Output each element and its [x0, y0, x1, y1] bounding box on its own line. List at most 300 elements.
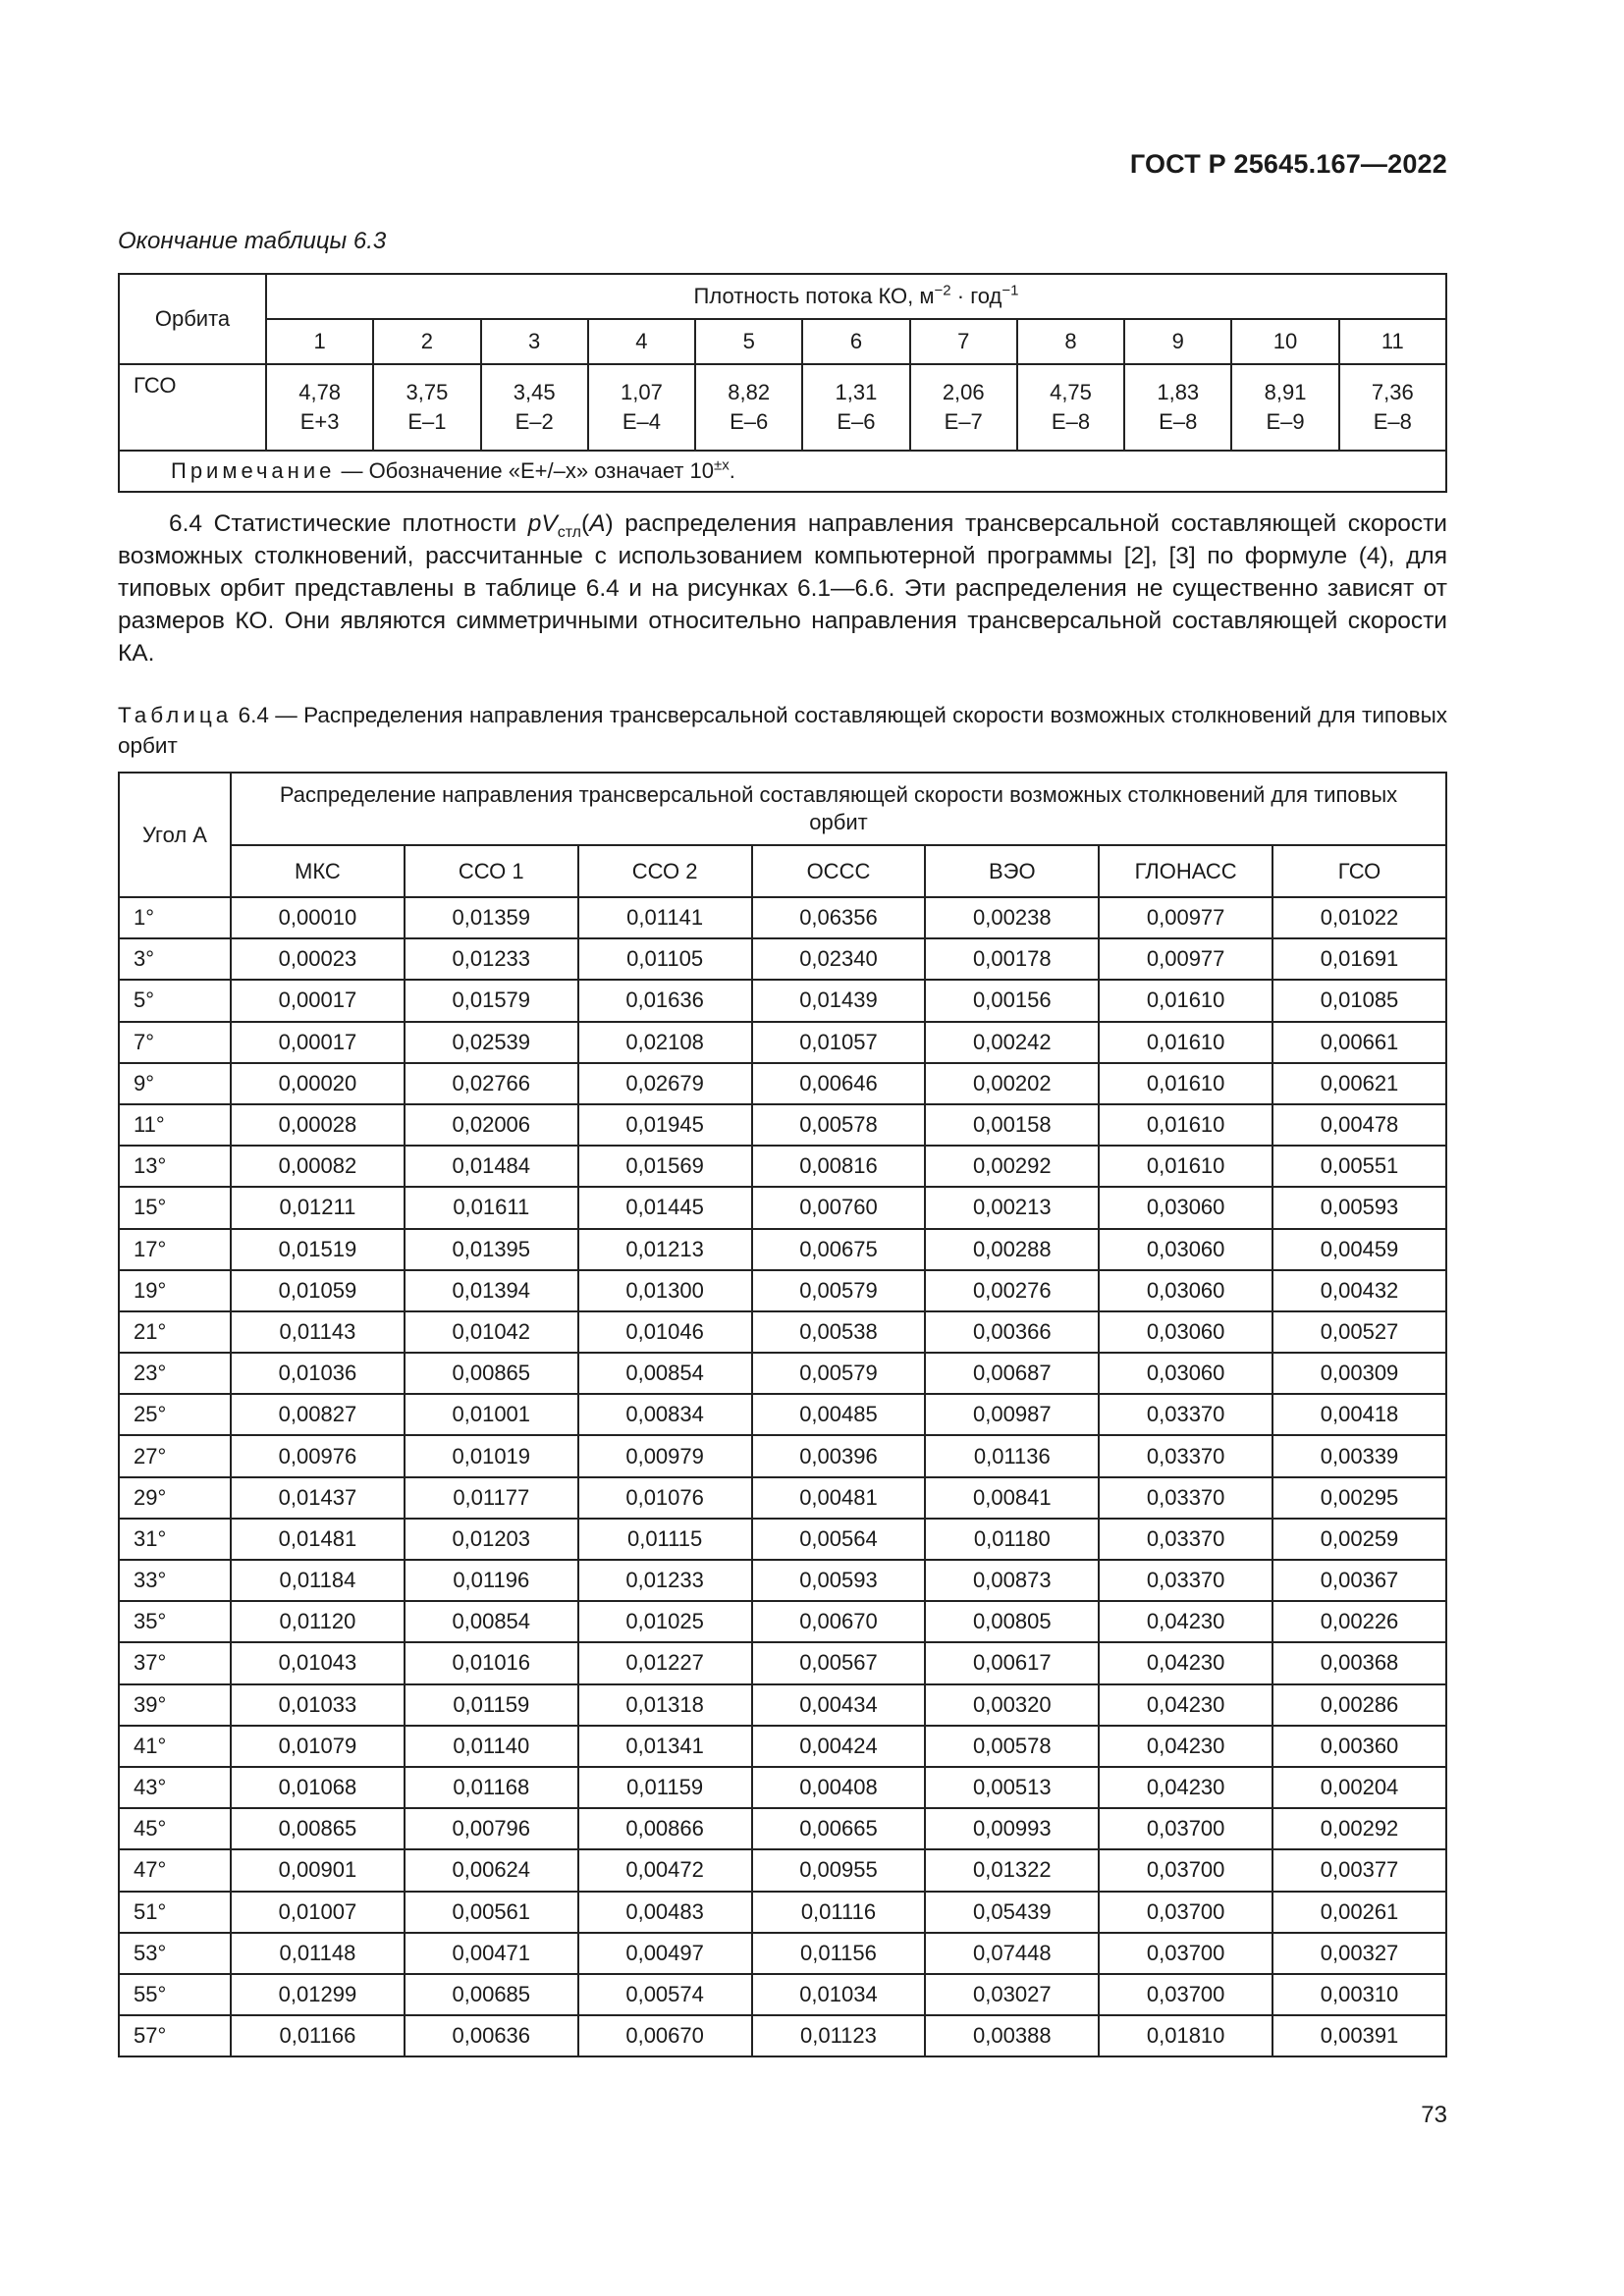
table-row	[119, 1601, 1446, 1642]
distribution-value-cell: 0,00578	[925, 1726, 1099, 1767]
distribution-value-cell: 0,00561	[405, 1892, 578, 1933]
distribution-value-cell: 0,00339	[1272, 1435, 1446, 1476]
distribution-value-cell: 0,05439	[925, 1892, 1099, 1933]
distribution-value-cell: 0,00866	[578, 1808, 752, 1849]
table-row	[119, 1933, 1446, 1974]
distribution-value-cell: 0,00366	[925, 1311, 1099, 1353]
table-row	[119, 1560, 1446, 1601]
table-6-3-note	[119, 451, 1446, 492]
orbit-column-header: ВЭО	[925, 845, 1099, 897]
flux-value-cell	[266, 364, 373, 451]
distribution-value-cell: 0,01115	[578, 1519, 752, 1560]
distribution-value-cell: 0,00977	[1099, 938, 1272, 980]
distribution-value-cell: 0,00977	[1099, 897, 1272, 938]
distribution-value-cell: 0,01076	[578, 1477, 752, 1519]
distribution-value-cell: 0,02679	[578, 1063, 752, 1104]
distribution-value-cell: 0,01033	[231, 1684, 405, 1726]
distribution-value-cell: 0,00377	[1272, 1849, 1446, 1891]
distribution-value-cell: 0,00993	[925, 1808, 1099, 1849]
distribution-value-cell: 0,00976	[231, 1435, 405, 1476]
distribution-value-cell: 0,00368	[1272, 1642, 1446, 1683]
distribution-value-cell: 0,01057	[752, 1022, 926, 1063]
angle-cell: 39°	[119, 1684, 231, 1726]
distribution-value-cell: 0,01481	[231, 1519, 405, 1560]
paragraph-text-2: ) распределения направления трансверсальной составляющей скорости возможных столкновений, рассчитанные с использованием компьютерной программы [2], [3] по формуле (4), для типовых орбит представлены в таблице 6.4 и на рисунках 6.1—6.6. Эти распределения не существенно зависят от размеров КО. Они являются симметричными относительно направления трансверсальной составляющей скорости КА.	[118, 510, 1447, 667]
flux-value-cell	[481, 364, 588, 451]
flux-column-header: 1	[266, 319, 373, 364]
flux-header	[266, 274, 1446, 319]
distribution-value-cell: 0,03700	[1099, 1933, 1272, 1974]
angle-cell: 55°	[119, 1974, 231, 2015]
distribution-value-cell: 0,01143	[231, 1311, 405, 1353]
distribution-value-cell: 0,00827	[231, 1394, 405, 1435]
table-row	[119, 1187, 1446, 1228]
flux-column-header: 9	[1124, 319, 1231, 364]
flux-mantissa: 3,75	[406, 380, 449, 404]
distribution-value-cell: 0,00238	[925, 897, 1099, 938]
distribution-value-cell: 0,01300	[578, 1270, 752, 1311]
flux-mantissa: 8,91	[1264, 380, 1307, 404]
distribution-value-cell: 0,01184	[231, 1560, 405, 1601]
distribution-value-cell: 0,00396	[752, 1435, 926, 1476]
angle-cell: 29°	[119, 1477, 231, 1519]
distribution-value-cell: 0,01059	[231, 1270, 405, 1311]
distribution-value-cell: 0,00327	[1272, 1933, 1446, 1974]
flux-header-mid: · год	[950, 284, 1002, 308]
angle-cell: 31°	[119, 1519, 231, 1560]
orbit-column-header: ГСО	[1272, 845, 1446, 897]
distribution-value-cell: 0,00028	[231, 1104, 405, 1146]
angle-cell: 13°	[119, 1146, 231, 1187]
distribution-value-cell: 0,00309	[1272, 1353, 1446, 1394]
flux-value-cell	[1017, 364, 1124, 451]
distribution-value-cell: 0,00483	[578, 1892, 752, 1933]
distribution-value-cell: 0,01579	[405, 980, 578, 1021]
distribution-value-cell: 0,03370	[1099, 1394, 1272, 1435]
paragraph-paren: (	[581, 510, 590, 537]
angle-cell: 37°	[119, 1642, 231, 1683]
distribution-value-cell: 0,04230	[1099, 1726, 1272, 1767]
distribution-value-cell: 0,01445	[578, 1187, 752, 1228]
distribution-value-cell: 0,01168	[405, 1767, 578, 1808]
distribution-value-cell: 0,01180	[925, 1519, 1099, 1560]
distribution-value-cell: 0,00551	[1272, 1146, 1446, 1187]
distribution-value-cell: 0,01341	[578, 1726, 752, 1767]
distribution-value-cell: 0,00901	[231, 1849, 405, 1891]
distribution-value-cell: 0,00082	[231, 1146, 405, 1187]
flux-value-cell	[1231, 364, 1338, 451]
flux-mantissa: 3,45	[513, 380, 556, 404]
flux-column-header: 5	[695, 319, 802, 364]
distribution-value-cell: 0,00242	[925, 1022, 1099, 1063]
distribution-value-cell: 0,03370	[1099, 1435, 1272, 1476]
table-row	[119, 897, 1446, 938]
flux-mantissa: 1,31	[835, 380, 878, 404]
angle-cell: 53°	[119, 1933, 231, 1974]
table-row	[119, 1394, 1446, 1435]
distribution-value-cell: 0,00865	[231, 1808, 405, 1849]
flux-exponent: Е–7	[944, 409, 983, 434]
distribution-value-cell: 0,00621	[1272, 1063, 1446, 1104]
distribution-value-cell: 0,00472	[578, 1849, 752, 1891]
distribution-value-cell: 0,00202	[925, 1063, 1099, 1104]
section-6-4-paragraph	[118, 507, 1447, 669]
angle-cell: 21°	[119, 1311, 231, 1353]
flux-exponent: Е–9	[1266, 409, 1305, 434]
distribution-header: Распределение направления трансверсальной составляющей скорости возможных столкновений для типовых орбит	[231, 773, 1446, 845]
flux-value-cell	[373, 364, 480, 451]
distribution-value-cell: 0,01001	[405, 1394, 578, 1435]
distribution-value-cell: 0,00478	[1272, 1104, 1446, 1146]
flux-column-header: 10	[1231, 319, 1338, 364]
table-row	[119, 1726, 1446, 1767]
distribution-value-cell: 0,00288	[925, 1229, 1099, 1270]
orbit-column-header: ССО 2	[578, 845, 752, 897]
distribution-value-cell: 0,01105	[578, 938, 752, 980]
distribution-value-cell: 0,00685	[405, 1974, 578, 2015]
caption-label: Таблица	[118, 703, 233, 727]
flux-column-header: 11	[1339, 319, 1446, 364]
distribution-value-cell: 0,01042	[405, 1311, 578, 1353]
distribution-value-cell: 0,01211	[231, 1187, 405, 1228]
angle-cell: 57°	[119, 2015, 231, 2056]
flux-column-header: 8	[1017, 319, 1124, 364]
table-row	[119, 1974, 1446, 2015]
distribution-value-cell: 0,01156	[752, 1933, 926, 1974]
angle-cell: 7°	[119, 1022, 231, 1063]
distribution-value-cell: 0,03060	[1099, 1187, 1272, 1228]
distribution-value-cell: 0,01141	[578, 897, 752, 938]
distribution-value-cell: 0,01945	[578, 1104, 752, 1146]
distribution-value-cell: 0,01394	[405, 1270, 578, 1311]
distribution-value-cell: 0,00760	[752, 1187, 926, 1228]
distribution-value-cell: 0,01322	[925, 1849, 1099, 1891]
flux-header-exp1: −2	[934, 282, 951, 299]
distribution-value-cell: 0,04230	[1099, 1601, 1272, 1642]
distribution-value-cell: 0,01120	[231, 1601, 405, 1642]
distribution-value-cell: 0,01079	[231, 1726, 405, 1767]
distribution-value-cell: 0,00579	[752, 1353, 926, 1394]
distribution-value-cell: 0,00593	[1272, 1187, 1446, 1228]
distribution-value-cell: 0,00459	[1272, 1229, 1446, 1270]
distribution-value-cell: 0,00023	[231, 938, 405, 980]
distribution-value-cell: 0,00527	[1272, 1311, 1446, 1353]
flux-column-header: 6	[802, 319, 909, 364]
distribution-value-cell: 0,00979	[578, 1435, 752, 1476]
distribution-value-cell: 0,01610	[1099, 1022, 1272, 1063]
distribution-value-cell: 0,01227	[578, 1642, 752, 1683]
angle-cell: 5°	[119, 980, 231, 1021]
distribution-value-cell: 0,01177	[405, 1477, 578, 1519]
flux-exponent: Е–2	[514, 409, 554, 434]
angle-cell: 15°	[119, 1187, 231, 1228]
distribution-value-cell: 0,00471	[405, 1933, 578, 1974]
distribution-value-cell: 0,01233	[405, 938, 578, 980]
distribution-value-cell: 0,00854	[405, 1601, 578, 1642]
flux-mantissa: 2,06	[942, 380, 985, 404]
distribution-value-cell: 0,00485	[752, 1394, 926, 1435]
distribution-value-cell: 0,00158	[925, 1104, 1099, 1146]
table-row	[119, 1270, 1446, 1311]
distribution-value-cell: 0,00513	[925, 1767, 1099, 1808]
distribution-value-cell: 0,01610	[1099, 1063, 1272, 1104]
table-6-3-column-row	[119, 319, 1446, 364]
table-row	[119, 1642, 1446, 1683]
distribution-value-cell: 0,00987	[925, 1394, 1099, 1435]
distribution-value-cell: 0,03370	[1099, 1519, 1272, 1560]
angle-cell: 23°	[119, 1353, 231, 1394]
table-row	[119, 1849, 1446, 1891]
distribution-value-cell: 0,00578	[752, 1104, 926, 1146]
distribution-value-cell: 0,00276	[925, 1270, 1099, 1311]
distribution-value-cell: 0,01610	[1099, 1146, 1272, 1187]
distribution-value-cell: 0,00593	[752, 1560, 926, 1601]
flux-exponent: Е–8	[1373, 409, 1412, 434]
distribution-value-cell: 0,06356	[752, 897, 926, 938]
distribution-value-cell: 0,00665	[752, 1808, 926, 1849]
flux-mantissa: 4,75	[1050, 380, 1092, 404]
table-row	[119, 1146, 1446, 1187]
distribution-value-cell: 0,03370	[1099, 1477, 1272, 1519]
distribution-value-cell: 0,01116	[752, 1892, 926, 1933]
distribution-value-cell: 0,00687	[925, 1353, 1099, 1394]
distribution-value-cell: 0,01046	[578, 1311, 752, 1353]
orbit-column-header: ОССС	[752, 845, 926, 897]
table-row	[119, 1022, 1446, 1063]
flux-value-cell	[1124, 364, 1231, 451]
table-6-4-column-row	[119, 845, 1446, 897]
distribution-value-cell: 0,00834	[578, 1394, 752, 1435]
distribution-value-cell: 0,00261	[1272, 1892, 1446, 1933]
flux-exponent: Е–8	[1159, 409, 1198, 434]
distribution-value-cell: 0,00259	[1272, 1519, 1446, 1560]
distribution-value-cell: 0,01233	[578, 1560, 752, 1601]
flux-column-header: 4	[588, 319, 695, 364]
distribution-value-cell: 0,03700	[1099, 1892, 1272, 1933]
distribution-value-cell: 0,02006	[405, 1104, 578, 1146]
orbit-column-header: ГЛОНАСС	[1099, 845, 1272, 897]
distribution-value-cell: 0,00017	[231, 1022, 405, 1063]
note-end: .	[729, 458, 735, 483]
distribution-value-cell: 0,00292	[925, 1146, 1099, 1187]
distribution-value-cell: 0,00567	[752, 1642, 926, 1683]
note-text: — Обозначение «Е+/–х» означает 10	[335, 458, 715, 483]
table-row	[119, 1435, 1446, 1476]
angle-cell: 51°	[119, 1892, 231, 1933]
page-number: 73	[1421, 2102, 1447, 2128]
note-label: Примечание	[171, 458, 336, 483]
distribution-value-cell: 0,00564	[752, 1519, 926, 1560]
table-row	[119, 980, 1446, 1021]
distribution-value-cell: 0,00432	[1272, 1270, 1446, 1311]
flux-mantissa: 1,07	[621, 380, 663, 404]
distribution-value-cell: 0,01691	[1272, 938, 1446, 980]
angle-cell: 3°	[119, 938, 231, 980]
distribution-value-cell: 0,07448	[925, 1933, 1099, 1974]
distribution-value-cell: 0,00670	[752, 1601, 926, 1642]
distribution-value-cell: 0,02539	[405, 1022, 578, 1063]
table-row	[119, 1767, 1446, 1808]
angle-cell: 33°	[119, 1560, 231, 1601]
distribution-value-cell: 0,00538	[752, 1311, 926, 1353]
distribution-value-cell: 0,00816	[752, 1146, 926, 1187]
distribution-value-cell: 0,01395	[405, 1229, 578, 1270]
distribution-value-cell: 0,01810	[1099, 2015, 1272, 2056]
distribution-value-cell: 0,03060	[1099, 1229, 1272, 1270]
table-row	[119, 1684, 1446, 1726]
table-6-3-data-row	[119, 364, 1446, 451]
distribution-value-cell: 0,00213	[925, 1187, 1099, 1228]
distribution-value-cell: 0,01439	[752, 980, 926, 1021]
distribution-value-cell: 0,00873	[925, 1560, 1099, 1601]
distribution-value-cell: 0,00391	[1272, 2015, 1446, 2056]
paragraph-var-a: A	[589, 510, 606, 537]
distribution-value-cell: 0,04230	[1099, 1767, 1272, 1808]
distribution-value-cell: 0,01016	[405, 1642, 578, 1683]
orbit-column-header: ССО 1	[405, 845, 578, 897]
distribution-value-cell: 0,01299	[231, 1974, 405, 2015]
distribution-value-cell: 0,01043	[231, 1642, 405, 1683]
flux-value-cell	[910, 364, 1017, 451]
flux-header-exp2: −1	[1001, 282, 1019, 299]
flux-header-prefix: Плотность потока КО, м	[693, 284, 935, 308]
distribution-value-cell: 0,00418	[1272, 1394, 1446, 1435]
distribution-value-cell: 0,00310	[1272, 1974, 1446, 2015]
table-row	[119, 1519, 1446, 1560]
distribution-value-cell: 0,03700	[1099, 1849, 1272, 1891]
orbit-column-header: МКС	[231, 845, 405, 897]
distribution-value-cell: 0,00675	[752, 1229, 926, 1270]
distribution-value-cell: 0,01159	[578, 1767, 752, 1808]
flux-exponent: Е–6	[730, 409, 769, 434]
angle-cell: 11°	[119, 1104, 231, 1146]
distribution-value-cell: 0,01036	[231, 1353, 405, 1394]
table-6-4-body	[119, 897, 1446, 2056]
distribution-value-cell: 0,00156	[925, 980, 1099, 1021]
distribution-value-cell: 0,01611	[405, 1187, 578, 1228]
distribution-value-cell: 0,01140	[405, 1726, 578, 1767]
table-6-3	[118, 273, 1447, 493]
distribution-value-cell: 0,00854	[578, 1353, 752, 1394]
distribution-value-cell: 0,00955	[752, 1849, 926, 1891]
distribution-value-cell: 0,00796	[405, 1808, 578, 1849]
distribution-value-cell: 0,01610	[1099, 980, 1272, 1021]
flux-mantissa: 1,83	[1157, 380, 1200, 404]
distribution-value-cell: 0,00670	[578, 2015, 752, 2056]
distribution-value-cell: 0,01068	[231, 1767, 405, 1808]
distribution-value-cell: 0,00624	[405, 1849, 578, 1891]
distribution-value-cell: 0,00226	[1272, 1601, 1446, 1642]
angle-cell: 19°	[119, 1270, 231, 1311]
table-row	[119, 1311, 1446, 1353]
distribution-value-cell: 0,00434	[752, 1684, 926, 1726]
distribution-value-cell: 0,04230	[1099, 1684, 1272, 1726]
distribution-value-cell: 0,00424	[752, 1726, 926, 1767]
table-row	[119, 1892, 1446, 1933]
flux-exponent: Е–8	[1051, 409, 1091, 434]
angle-cell: 27°	[119, 1435, 231, 1476]
flux-column-header: 3	[481, 319, 588, 364]
distribution-value-cell: 0,01196	[405, 1560, 578, 1601]
distribution-value-cell: 0,01569	[578, 1146, 752, 1187]
table-6-3-continuation-title: Окончание таблицы 6.3	[118, 228, 387, 254]
distribution-value-cell: 0,00286	[1272, 1684, 1446, 1726]
flux-column-header: 7	[910, 319, 1017, 364]
distribution-value-cell: 0,03700	[1099, 1808, 1272, 1849]
orbit-name: ГСО	[119, 364, 266, 451]
angle-cell: 17°	[119, 1229, 231, 1270]
table-row	[119, 1808, 1446, 1849]
flux-value-cell	[802, 364, 909, 451]
distribution-value-cell: 0,03700	[1099, 1974, 1272, 2015]
distribution-value-cell: 0,00292	[1272, 1808, 1446, 1849]
distribution-value-cell: 0,02108	[578, 1022, 752, 1063]
flux-mantissa: 4,78	[298, 380, 342, 404]
distribution-value-cell: 0,01019	[405, 1435, 578, 1476]
angle-header: Угол А	[119, 773, 231, 897]
table-6-4-caption	[118, 700, 1447, 761]
flux-exponent: Е+3	[299, 409, 340, 434]
angle-cell: 41°	[119, 1726, 231, 1767]
distribution-value-cell: 0,00841	[925, 1477, 1099, 1519]
distribution-value-cell: 0,01007	[231, 1892, 405, 1933]
paragraph-text-1: 6.4 Статистические плотности	[169, 510, 528, 537]
angle-cell: 9°	[119, 1063, 231, 1104]
flux-column-header: 2	[373, 319, 480, 364]
distribution-value-cell: 0,00481	[752, 1477, 926, 1519]
angle-cell: 35°	[119, 1601, 231, 1642]
distribution-value-cell: 0,01519	[231, 1229, 405, 1270]
table-row	[119, 2015, 1446, 2056]
distribution-value-cell: 0,03060	[1099, 1270, 1272, 1311]
distribution-value-cell: 0,00497	[578, 1933, 752, 1974]
flux-value-cell	[1339, 364, 1446, 451]
distribution-value-cell: 0,00017	[231, 980, 405, 1021]
distribution-value-cell: 0,04230	[1099, 1642, 1272, 1683]
flux-value-cell	[695, 364, 802, 451]
table-6-4	[118, 772, 1447, 2057]
distribution-value-cell: 0,00295	[1272, 1477, 1446, 1519]
distribution-value-cell: 0,02766	[405, 1063, 578, 1104]
distribution-value-cell: 0,00617	[925, 1642, 1099, 1683]
distribution-value-cell: 0,00579	[752, 1270, 926, 1311]
distribution-value-cell: 0,00360	[1272, 1726, 1446, 1767]
distribution-value-cell: 0,03027	[925, 1974, 1099, 2015]
table-row	[119, 1104, 1446, 1146]
angle-cell: 43°	[119, 1767, 231, 1808]
distribution-value-cell: 0,00636	[405, 2015, 578, 2056]
distribution-value-cell: 0,01025	[578, 1601, 752, 1642]
distribution-value-cell: 0,00805	[925, 1601, 1099, 1642]
flux-value-cell	[588, 364, 695, 451]
distribution-value-cell: 0,01022	[1272, 897, 1446, 938]
flux-mantissa: 8,82	[728, 380, 771, 404]
distribution-value-cell: 0,01359	[405, 897, 578, 938]
angle-cell: 1°	[119, 897, 231, 938]
distribution-value-cell: 0,00661	[1272, 1022, 1446, 1063]
distribution-value-cell: 0,01484	[405, 1146, 578, 1187]
distribution-value-cell: 0,00320	[925, 1684, 1099, 1726]
table-row	[119, 1353, 1446, 1394]
angle-cell: 45°	[119, 1808, 231, 1849]
distribution-value-cell: 0,00020	[231, 1063, 405, 1104]
distribution-value-cell: 0,00204	[1272, 1767, 1446, 1808]
distribution-value-cell: 0,01610	[1099, 1104, 1272, 1146]
document-code: ГОСТ Р 25645.167—2022	[1129, 149, 1447, 179]
distribution-value-cell: 0,01085	[1272, 980, 1446, 1021]
table-row	[119, 1477, 1446, 1519]
paragraph-sub-stl: стл	[557, 523, 582, 541]
